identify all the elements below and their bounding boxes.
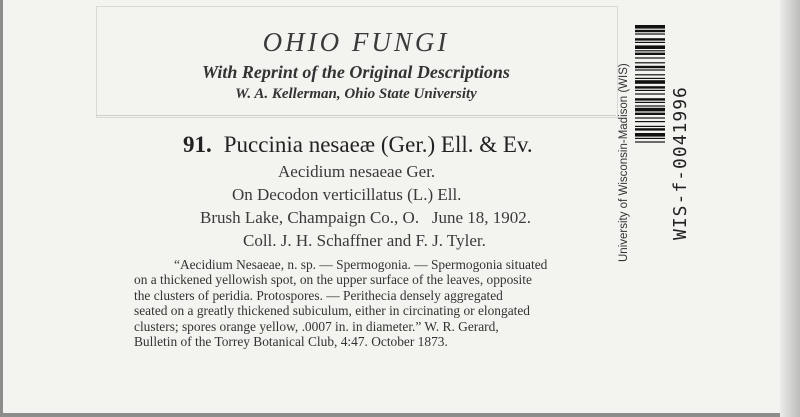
barcode-bar	[635, 133, 665, 137]
barcode-bar	[635, 80, 665, 84]
description-line: seated on a greatly thickened subiculum, either in circinating or elongated	[134, 303, 530, 319]
barcode-bar	[635, 117, 665, 118]
barcode-bar	[635, 78, 665, 79]
host: On Decodon verticillatus (L.) Ell.	[232, 185, 462, 204]
collection-title: OHIO FUNGI	[262, 27, 450, 57]
collectors: Coll. J. H. Schaffner and F. J. Tyler.	[243, 231, 486, 250]
barcode-bar	[635, 45, 665, 49]
barcode-bar	[635, 69, 665, 70]
barcode-bar	[635, 25, 665, 29]
locality: Brush Lake, Champaign Co., O. June 18, 1902.	[200, 208, 531, 227]
barcode-bar	[635, 38, 665, 40]
barcode-bar	[635, 105, 665, 106]
catalog-number: WIS-f-0041996	[670, 86, 691, 240]
description-line: the clusters of peridia. Protospores. — Perithecia densely aggregated	[134, 287, 503, 303]
barcode-bar	[635, 126, 665, 127]
barcode-bar	[635, 138, 665, 139]
collection-author: W. A. Kellerman, Ohio State University	[235, 86, 477, 102]
barcode-bar	[635, 86, 665, 88]
barcode-bar	[635, 141, 665, 142]
barcode-bar	[635, 42, 665, 43]
barcode-bar	[635, 128, 665, 130]
description-line: “Aecidium Nesaeae, n. sp. — Spermogonia. — Spermogonia situated	[174, 257, 548, 272]
barcode-bar	[635, 108, 665, 112]
barcode-bar	[635, 62, 665, 63]
institution-label: University of Wisconsin-Madison (WIS)	[618, 63, 630, 262]
barcode-bar	[635, 98, 665, 100]
description-line: Bulletin of the Torrey Botanical Club, 4:47. October 1873.	[134, 334, 448, 350]
barcode-bar	[635, 53, 665, 55]
barcode-image	[635, 25, 665, 238]
species-authority: (Ger.) Ell. & Ev.	[380, 132, 533, 157]
barcode-bar	[635, 57, 665, 58]
barcode-bar	[635, 50, 665, 51]
species-heading	[183, 132, 533, 158]
specimen-number: 91.	[183, 132, 212, 157]
barcode-bar	[635, 33, 665, 34]
original-description	[134, 257, 655, 350]
barcode-bar	[635, 74, 665, 75]
barcode-bar	[635, 121, 665, 122]
barcode-bar	[635, 30, 665, 32]
barcode-bar	[635, 102, 665, 103]
sheet-edge	[780, 0, 800, 417]
synonym: Aecidium nesaeae Ger.	[278, 162, 436, 181]
barcode-bar	[635, 90, 665, 91]
barcode-bar	[635, 93, 665, 94]
description-line: on a thickened yellowish spot, on the upper surface of the leaves, opposite	[134, 272, 532, 288]
description-line: clusters; spores orange yellow, .0007 in. in diameter.” W. R. Gerard,	[134, 318, 499, 334]
label-divider	[96, 115, 616, 116]
barcode-bar	[635, 66, 665, 68]
collection-subtitle: With Reprint of the Original Descriptions	[202, 62, 510, 82]
species-name: Puccinia nesaeæ	[223, 132, 376, 157]
barcode-bar	[635, 113, 665, 115]
